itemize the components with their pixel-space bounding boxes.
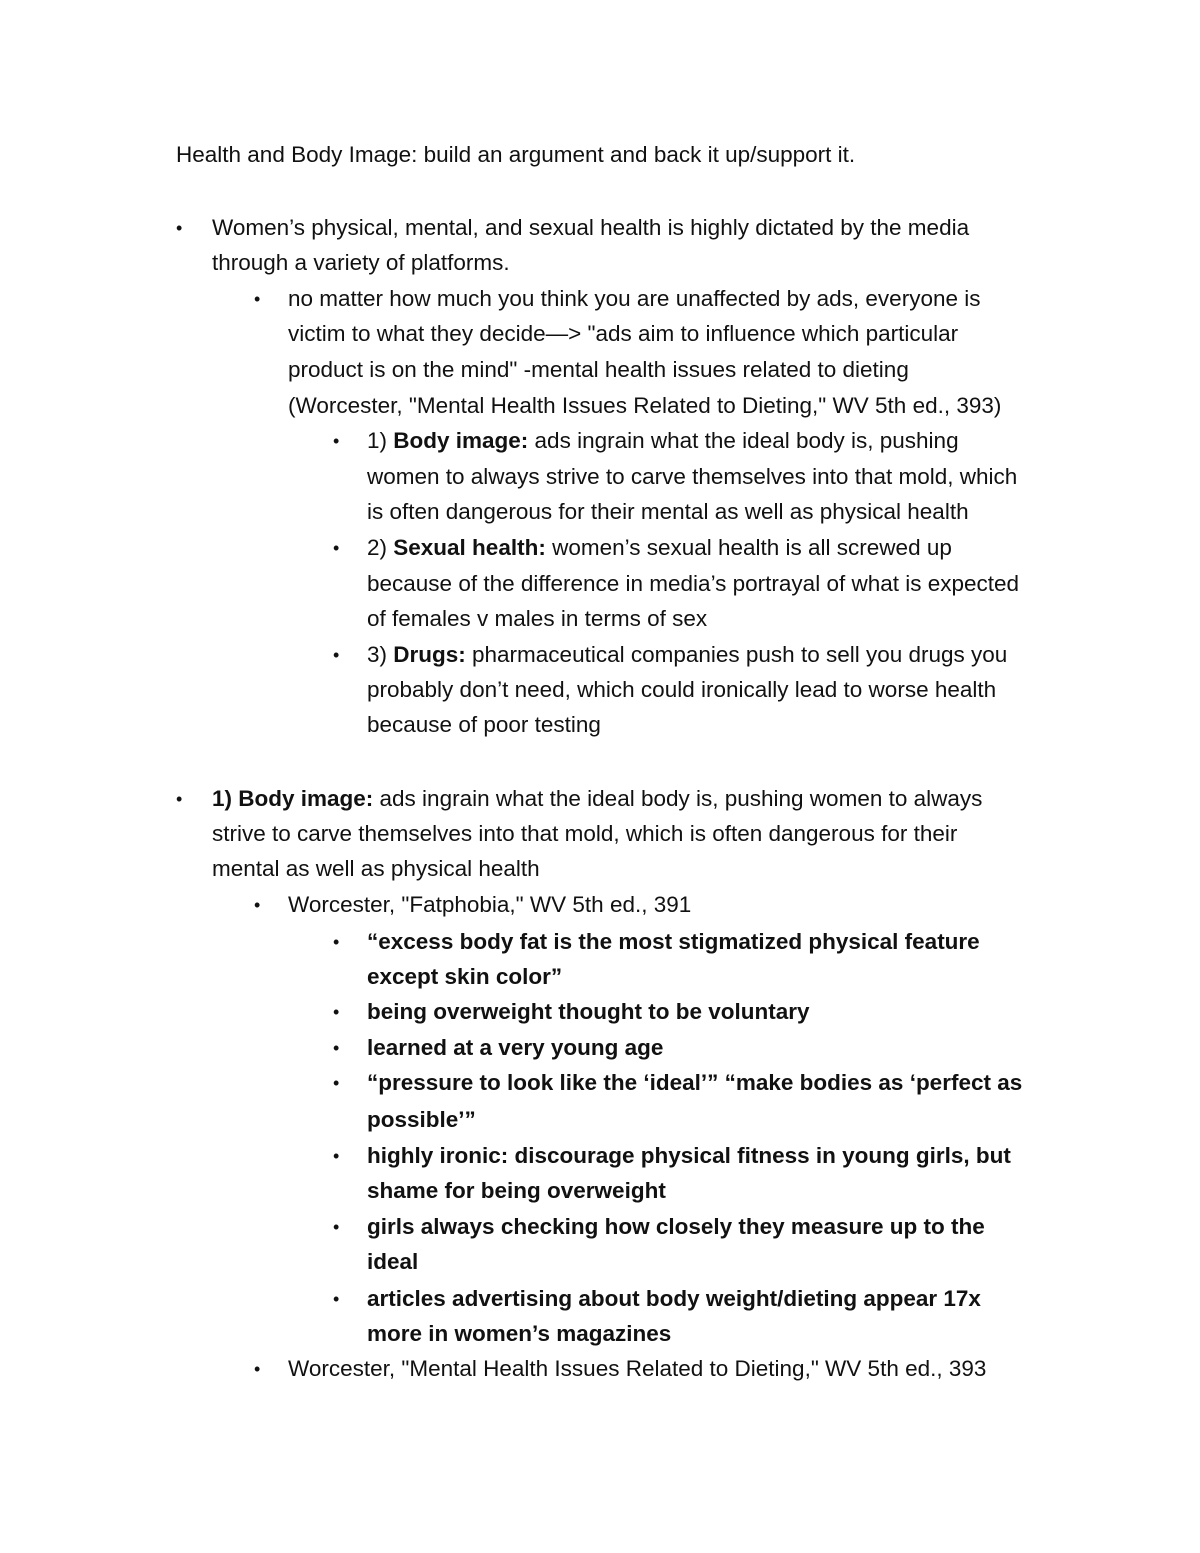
point-number: 1) [367,428,394,453]
list-item-line: product is on the mind" -mental health issues related to dieting [288,357,909,382]
bullet-icon: • [254,895,261,915]
bullet-icon: • [333,1002,340,1022]
list-item-line: probably don’t need, which could ironically lead to worse health [367,677,997,702]
point-label: Sexual health: [393,535,546,560]
quote-line: articles advertising about body weight/dieting appear 17x [367,1286,981,1311]
list-item-line: women to always strive to carve themselves into that mold, which [367,464,1018,489]
bullet-icon: • [333,538,340,558]
quote-line: learned at a very young age [367,1035,664,1060]
list-item-line: of females v males in terms of sex [367,606,708,631]
quote-line: shame for being overweight [367,1178,666,1203]
bullet-icon: • [333,932,340,952]
quote-line: more in women’s magazines [367,1321,672,1346]
bullet-icon: • [254,289,261,309]
point-drugs [367,640,1007,670]
list-item-line: no matter how much you think you are unaffected by ads, everyone is [288,286,981,311]
point-text: ads ingrain what the ideal body is, pushing [528,428,959,453]
list-item-line: is often dangerous for their mental as well as physical health [367,499,969,524]
quote-line: highly ironic: discourage physical fitness in young girls, but [367,1143,1011,1168]
quote-line: girls always checking how closely they measure up to the [367,1214,985,1239]
bullet-icon: • [333,1217,340,1237]
point-text: pharmaceutical companies push to sell you drugs you [465,642,1008,667]
point-number: 2) [367,535,394,560]
bullet-icon: • [254,1359,261,1379]
bullet-icon: • [333,1289,340,1309]
bullet-icon: • [176,789,183,809]
point-text: women’s sexual health is all screwed up [545,535,952,560]
list-item-line: (Worcester, "Mental Health Issues Related to Dieting," WV 5th ed., 393) [288,393,1002,418]
quote-line: possible’” [367,1107,476,1132]
section-text: ads ingrain what the ideal body is, pushing women to always [373,786,983,811]
quote-line: except skin color” [367,964,563,989]
bullet-icon: • [333,1073,340,1093]
bullet-icon: • [333,1146,340,1166]
point-number: 3) [367,642,394,667]
bullet-icon: • [176,218,183,238]
list-item-line: because of poor testing [367,712,601,737]
quote-line: “excess body fat is the most stigmatized physical feature [367,929,980,954]
list-item-line: Women’s physical, mental, and sexual health is highly dictated by the media [212,215,970,240]
point-body-image [367,426,959,456]
list-item-line: strive to carve themselves into that mold, which is often dangerous for their [212,821,958,846]
section-label: 1) Body image: [212,786,374,811]
quote-line: being overweight thought to be voluntary [367,999,810,1024]
point-sexual-health [367,533,952,563]
list-item-line: because of the difference in media’s portrayal of what is expected [367,571,1020,596]
list-item-line: through a variety of platforms. [212,250,510,275]
quote-line: ideal [367,1249,419,1274]
point-label: Drugs: [393,642,466,667]
source-citation: Worcester, "Mental Health Issues Related to Dieting," WV 5th ed., 393 [288,1356,987,1381]
bullet-icon: • [333,1038,340,1058]
quote-line: “pressure to look like the ‘ideal’” “make bodies as ‘perfect as [367,1070,1023,1095]
list-item-line: victim to what they decide—> "ads aim to influence which particular [288,321,959,346]
bullet-icon: • [333,645,340,665]
bullet-icon: • [333,431,340,451]
point-label: Body image: [393,428,529,453]
source-citation: Worcester, "Fatphobia," WV 5th ed., 391 [288,892,692,917]
list-item-line: mental as well as physical health [212,856,540,881]
document-title: Health and Body Image: build an argument and back it up/support it. [176,142,856,167]
section-body-image [212,784,982,814]
